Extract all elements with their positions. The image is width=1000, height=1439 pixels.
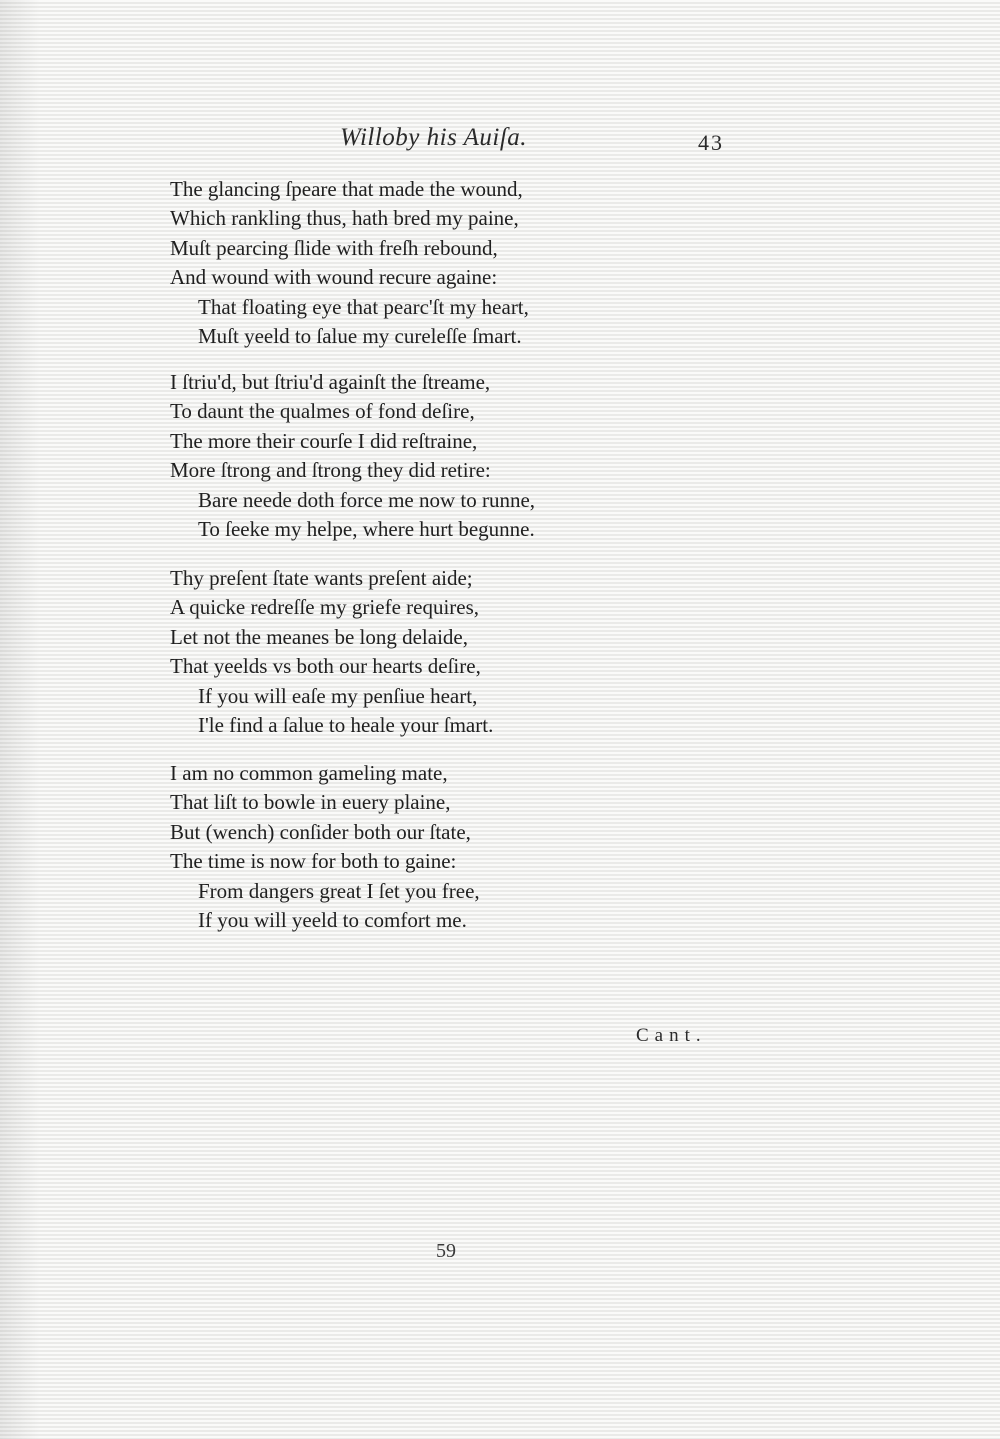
- verse-line: Muſt pearcing ſlide with freſh rebound,: [170, 235, 498, 260]
- verse-line-indented: Muſt yeeld to ſalue my cureleſſe ſmart.: [198, 323, 522, 348]
- verse-line-indented: To ſeeke my helpe, where hurt begunne.: [198, 516, 535, 541]
- verse-line: That liſt to bowle in euery plaine,: [170, 790, 451, 815]
- catchword: Cant.: [636, 1025, 707, 1046]
- verse-line: The time is now for both to gaine:: [170, 849, 457, 874]
- page-number: 43: [698, 130, 724, 155]
- verse-line-indented: I'le find a ſalue to heale your ſmart.: [198, 712, 494, 737]
- verse-line: I am no common gameling mate,: [170, 761, 448, 785]
- verse-line-indented: Bare neede doth force me now to runne,: [198, 487, 536, 512]
- verse-line: Let not the meanes be long delaide,: [170, 624, 468, 649]
- verse-line: To daunt the qualmes of fond deſire,: [170, 399, 475, 424]
- running-title: Willoby his Auiſa.: [340, 124, 528, 151]
- verse-line: I ſtriu'd, but ſtriu'd againſt the ſtreame,: [170, 370, 491, 394]
- stanza-2: [170, 368, 730, 544]
- verse-line-indented: If you will yeeld to comfort me.: [198, 907, 467, 932]
- verse-line: A quicke redreſſe my griefe requires,: [170, 595, 480, 620]
- verse-line-indented: That floating eye that pearc'ſt my heart,: [198, 294, 529, 319]
- verse-line: But (wench) conſider both our ſtate,: [170, 819, 471, 844]
- page-edge-shadow: [0, 0, 40, 1439]
- stanza-3: [170, 564, 730, 740]
- folio-number: 59: [436, 1240, 456, 1262]
- verse-line: The glancing ſpeare that made the wound,: [170, 177, 523, 201]
- verse-line-indented: If you will eaſe my penſiue heart,: [198, 683, 478, 708]
- verse-line-indented: From dangers great I ſet you free,: [198, 878, 480, 903]
- verse-line: Thy preſent ſtate wants preſent aide;: [170, 566, 473, 590]
- stanza-1: [170, 175, 730, 351]
- verse-line: That yeelds vs both our hearts deſire,: [170, 654, 481, 679]
- verse-line: More ſtrong and ſtrong they did retire:: [170, 458, 491, 483]
- verse-line: The more their courſe I did reſtraine,: [170, 428, 478, 453]
- stanza-4: [170, 759, 730, 935]
- verse-line: And wound with wound recure againe:: [170, 265, 498, 290]
- verse-line: Which rankling thus, hath bred my paine,: [170, 206, 519, 231]
